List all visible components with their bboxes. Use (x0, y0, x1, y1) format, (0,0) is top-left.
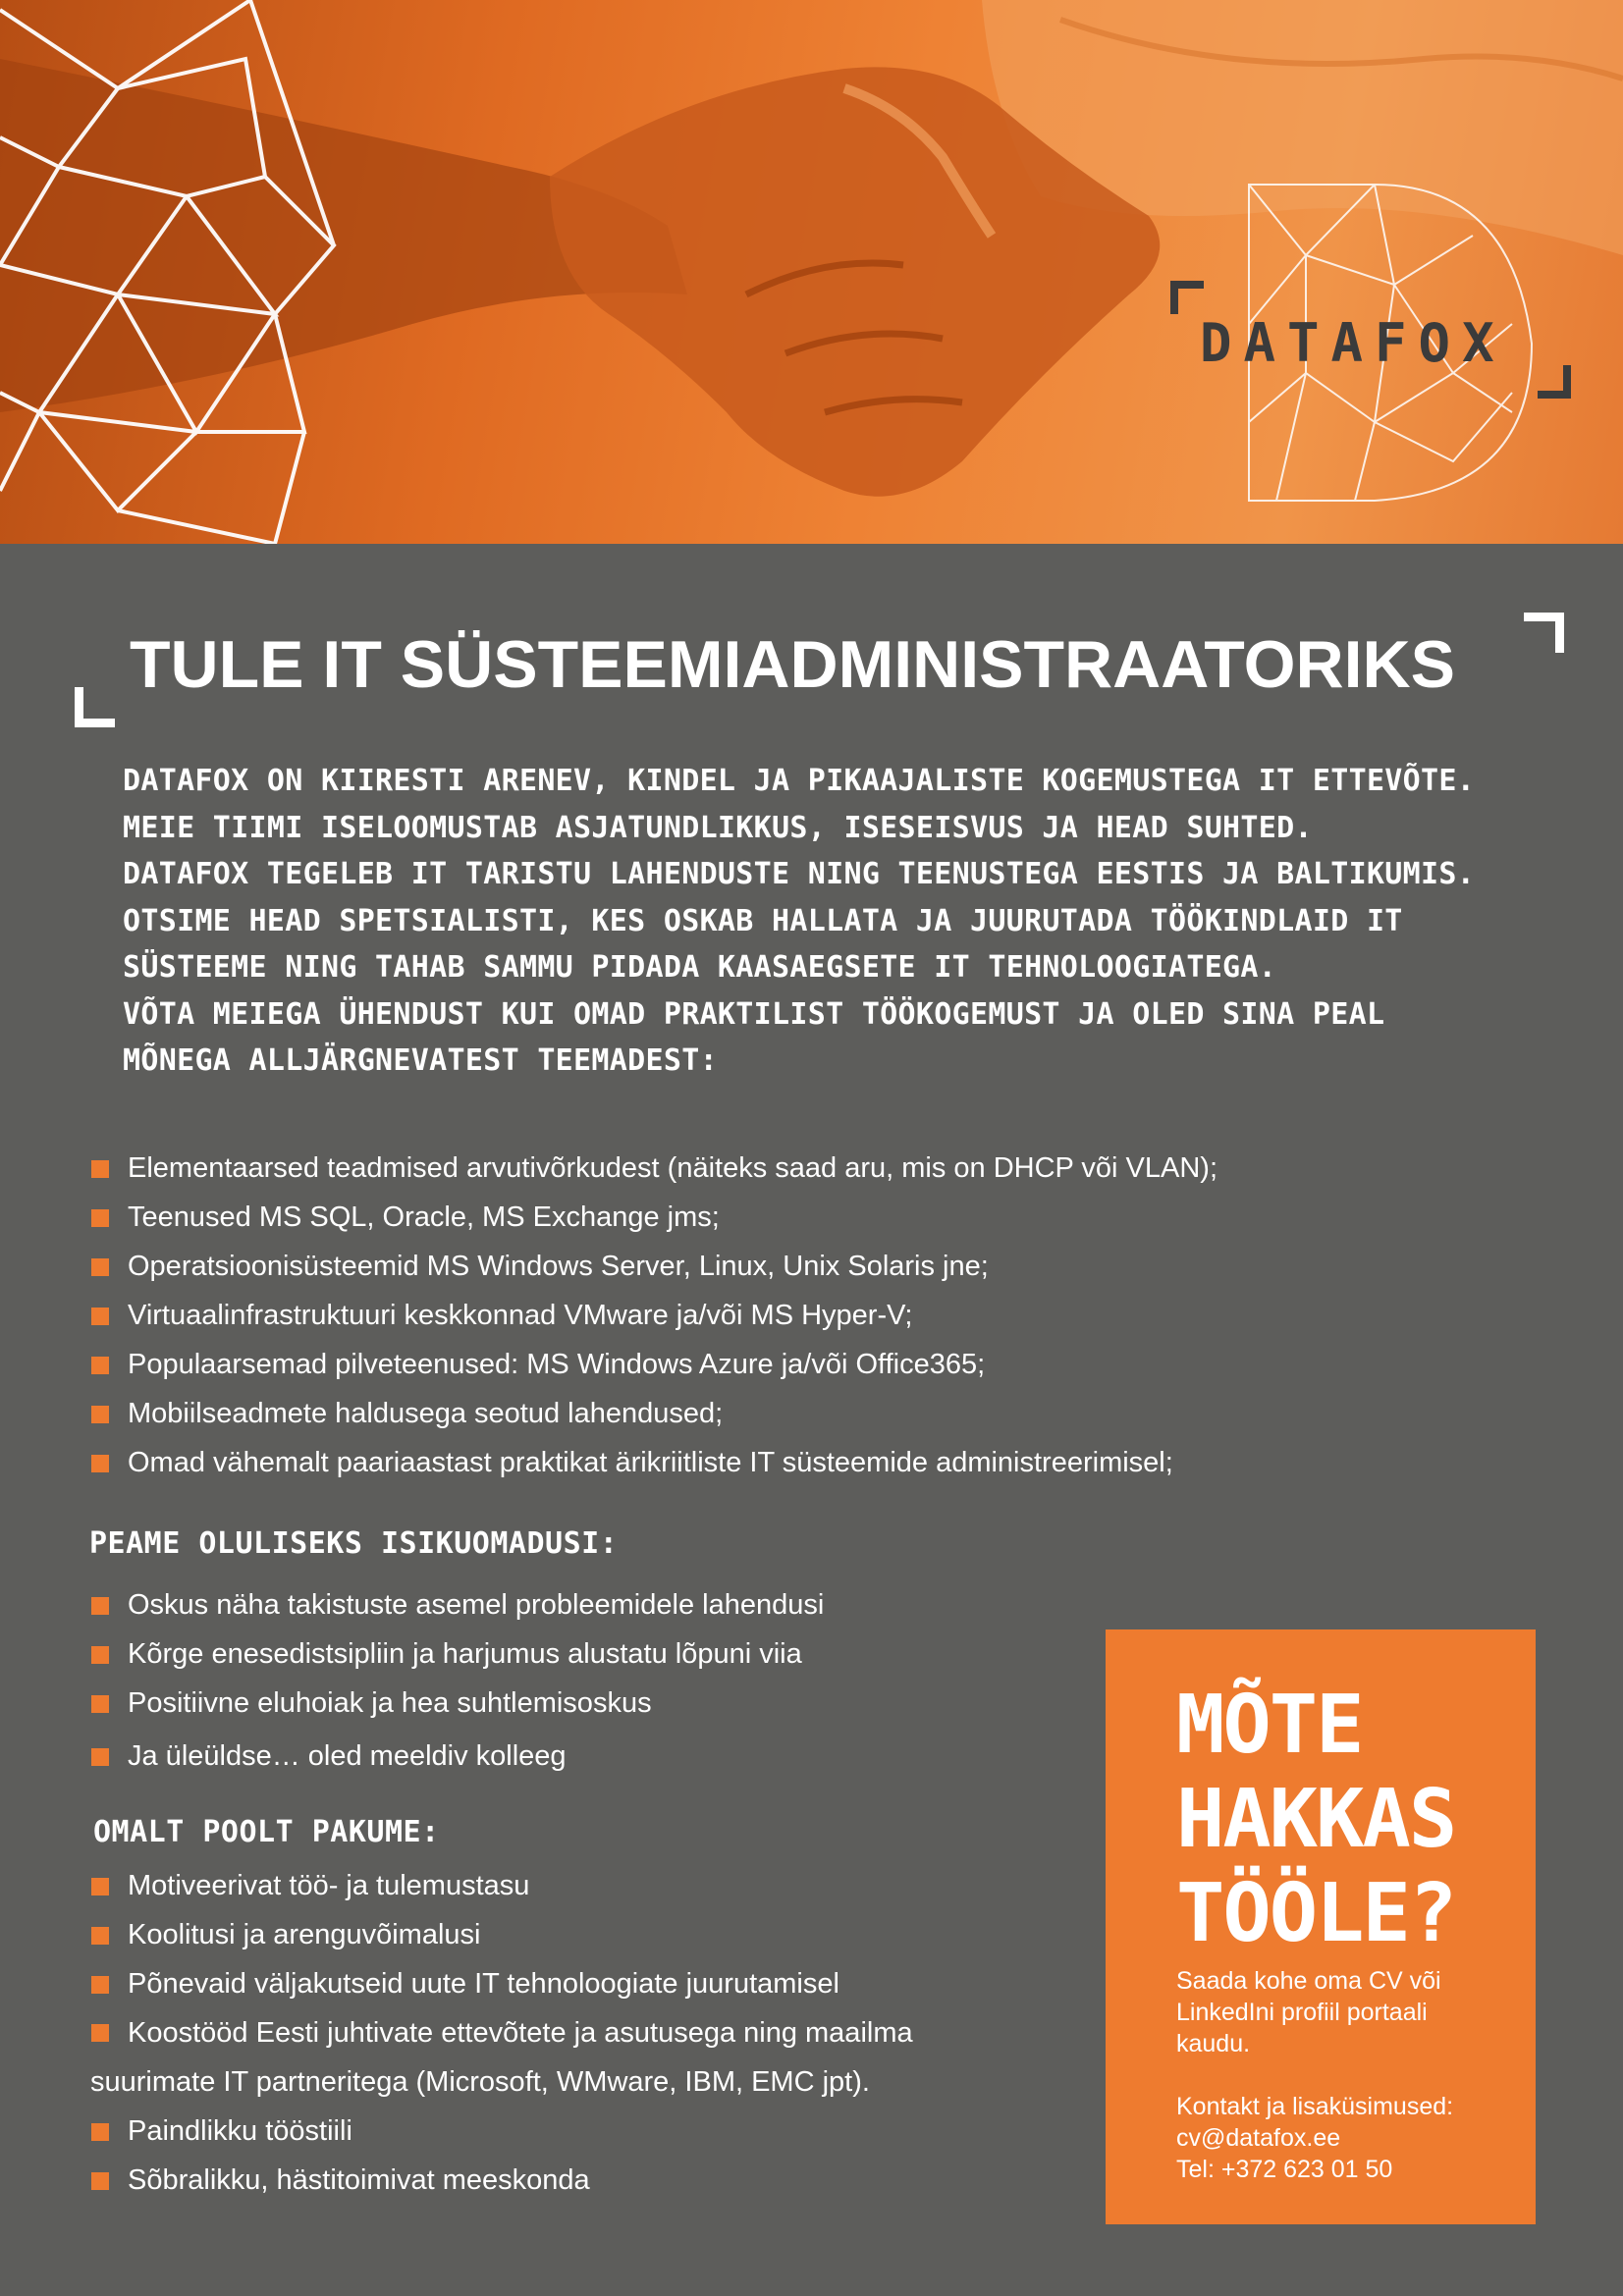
bullet-square-icon (91, 1927, 109, 1945)
list-item: Virtuaalinfrastruktuuri keskkonnad VMware ja/või MS Hyper-V; (91, 1291, 1217, 1340)
bullet-square-icon (91, 1748, 109, 1766)
title-bracket-left (75, 687, 115, 727)
list-item: Ja üleüldse… oled meeldiv kolleeg (91, 1732, 824, 1781)
bullet-square-icon (91, 1695, 109, 1713)
list-item: Populaarsemad pilveteenused: MS Windows Azure ja/või Office365; (91, 1340, 1217, 1389)
bullet-square-icon (91, 2123, 109, 2141)
intro-text (123, 758, 1537, 1085)
page-title: TULE IT SÜSTEEMIADMINISTRAATORIKS (130, 627, 1455, 702)
list-item: Kõrge enesedistsipliin ja harjumus alustatu lõpuni viia (91, 1629, 824, 1679)
qualities-heading: PEAME OLULISEKS ISIKUOMADUSI: (89, 1526, 619, 1561)
intro-line: DATAFOX TEGELEB IT TARISTU LAHENDUSTE NING TEENUSTEGA EESTIS JA BALTIKUMIS. (123, 857, 1476, 891)
list-item: Sõbralikku, hästitoimivat meeskonda (91, 2156, 590, 2205)
list-item: Elementaarsed teadmised arvutivõrkudest (näiteks saad aru, mis on DHCP või VLAN); (91, 1144, 1217, 1193)
list-item: Koolitusi ja arenguvõimalusi (91, 1910, 839, 1959)
bullet-square-icon (91, 1646, 109, 1664)
cta-box (1106, 1629, 1536, 2224)
bullet-square-icon (91, 1455, 109, 1472)
bullet-square-icon (91, 1597, 109, 1615)
bullet-square-icon (91, 1406, 109, 1423)
bullet-square-icon (91, 1209, 109, 1227)
list-item: Põnevaid väljakutseid uute IT tehnoloogiate juurutamisel (91, 1959, 839, 2008)
intro-line: SÜSTEEME NING TAHAB SAMMU PIDADA KAASAEGSETE IT TEHNOLOOGIATEGA. (123, 950, 1277, 985)
list-item: Positiivne eluhoiak ja hea suhtlemisoskus (91, 1679, 824, 1728)
intro-line: DATAFOX ON KIIRESTI ARENEV, KINDEL JA PIKAAJALISTE KOGEMUSTEGA IT ETTEVÕTE. (123, 764, 1476, 798)
handshake-illustration (0, 0, 1623, 544)
phone-number: Tel: +372 623 01 50 (1176, 2156, 1393, 2183)
bullet-square-icon (91, 2024, 109, 2042)
bullet-square-icon (91, 1258, 109, 1276)
skills-list (91, 1144, 1217, 1487)
intro-line: OTSIME HEAD SPETSIALISTI, KES OSKAB HALLATA JA JUURUTADA TÖÖKINDLAID IT (123, 903, 1403, 938)
title-bracket-right (1524, 613, 1564, 653)
list-item-wrapped: Koostööd Eesti juhtivate ettevõtete ja asutusega ning maailma suurimate IT partneritega (Microsoft, WMware, IBM, EMC jpt). (90, 2017, 913, 2098)
bullet-square-icon (91, 1160, 109, 1178)
intro-line: MEIE TIIMI ISELOOMUSTAB ASJATUNDLIKKUS, ISESEISVUS JA HEAD SUHTED. (123, 810, 1313, 845)
bullet-square-icon (91, 1878, 109, 1896)
list-item: Teenused MS SQL, Oracle, MS Exchange jms; (91, 1193, 1217, 1242)
list-item: Omad vähemalt paariaastast praktikat ärikriitliste IT süsteemide administreerimisel; (91, 1438, 1217, 1487)
offers-list (91, 1861, 839, 2008)
intro-line: VÕTA MEIEGA ÜHENDUST KUI OMAD PRAKTILIST TÖÖKOGEMUST JA OLED SINA PEAL (123, 996, 1385, 1032)
list-item: Motiveerivat töö- ja tulemustasu (91, 1861, 839, 1910)
list-item: Operatsioonisüsteemid MS Windows Server, Linux, Unix Solaris jne; (91, 1242, 1217, 1291)
list-item: Oskus näha takistuste asemel probleemidele lahendusi (91, 1580, 824, 1629)
hero-banner (0, 0, 1623, 544)
bullet-square-icon (91, 1976, 109, 1994)
cta-details: Saada kohe oma CV või LinkedIni profiil portaali kaudu. Kontakt ja lisaküsimused: cv@datafox.ee Tel: +372 623 01 50 (1176, 1965, 1500, 2185)
bullet-square-icon (91, 1308, 109, 1325)
cta-headline: MÕTE HAKKAS TÖÖLE? (1176, 1679, 1456, 1960)
list-item: Mobiilseadmete haldusega seotud lahendused; (91, 1389, 1217, 1438)
offers-list-bottom (91, 2107, 590, 2205)
list-item: Paindlikku tööstiili (91, 2107, 590, 2156)
intro-line: MÕNEGA ALLJÄRGNEVATEST TEEMADEST: (123, 1043, 718, 1078)
qualities-list (91, 1580, 824, 1781)
datafox-logo: DATAFOX (1200, 312, 1506, 374)
bullet-square-icon (91, 1357, 109, 1374)
offer-heading: OMALT POOLT PAKUME: (93, 1815, 440, 1849)
bullet-square-icon (91, 2172, 109, 2190)
email-link[interactable]: cv@datafox.ee (1176, 2124, 1341, 2152)
